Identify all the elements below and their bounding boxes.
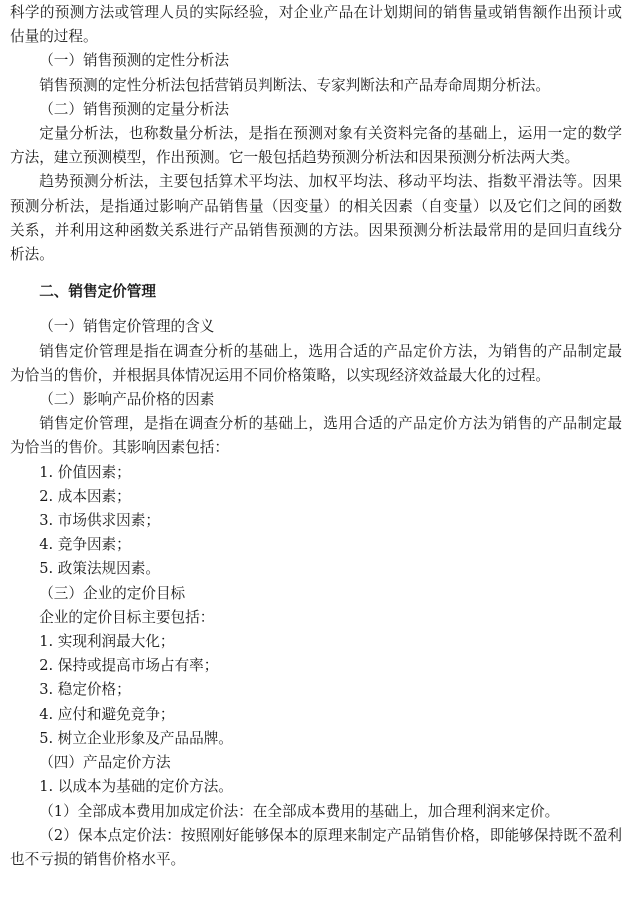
list-item-factor-5: 5. 政策法规因素。	[39, 560, 160, 578]
list-item-objective-1: 1. 实现利润最大化；	[39, 633, 175, 651]
list-item-factor-1: 1. 价值因素；	[39, 463, 131, 481]
paragraph-price-factors: 销售定价管理，是指在调查分析的基础上，选用合适的产品定价方法为销售的产品制定最为恰当的售价。其影响因素包括：	[10, 415, 622, 457]
subheading-quantitative-method: （二）销售预测的定量分析法	[39, 100, 229, 118]
subheading-qualitative-method: （一）销售预测的定性分析法	[39, 52, 229, 70]
subheading-pricing-objectives: （三）企业的定价目标	[39, 584, 186, 602]
subheading-price-factors: （二）影响产品价格的因素	[39, 391, 215, 409]
list-item-objective-5: 5. 树立企业形象及产品品牌。	[39, 729, 233, 747]
list-item-factor-2: 2. 成本因素；	[39, 487, 131, 505]
subheading-pricing-meaning: （一）销售定价管理的含义	[39, 318, 215, 336]
list-item-objective-2: 2. 保持或提高市场占有率；	[39, 657, 219, 675]
paragraph-full-cost-plus-pricing: （1）全部成本费用加成定价法：在全部成本费用的基础上，加合理利润来定价。	[39, 802, 560, 820]
paragraph-intro-continuation: 科学的预测方法或管理人员的实际经验，对企业产品在计划期间的销售量或销售额作出预计或估量的过程。	[10, 4, 622, 46]
paragraph-cost-based-pricing: 1. 以成本为基础的定价方法。	[39, 778, 233, 796]
paragraph-pricing-objectives: 企业的定价目标主要包括：	[39, 608, 215, 626]
section-heading-pricing-management: 二、销售定价管理	[39, 283, 156, 301]
list-item-objective-4: 4. 应付和避免竞争；	[39, 705, 175, 723]
paragraph-break-even-pricing: （2）保本点定价法：按照刚好能够保本的原理来制定产品销售价格，即能够保持既不盈利也不亏损的销售价格水平。	[10, 826, 622, 868]
subheading-pricing-methods: （四）产品定价方法	[39, 754, 171, 772]
paragraph-quantitative-method: 定量分析法，也称数量分析法，是指在预测对象有关资料完备的基础上，运用一定的数学方法，建立预测模型，作出预测。它一般包括趋势预测分析法和因果预测分析法两大类。	[10, 125, 622, 167]
paragraph-qualitative-method: 销售预测的定性分析法包括营销员判断法、专家判断法和产品寿命周期分析法。	[39, 76, 550, 94]
list-item-factor-3: 3. 市场供求因素；	[39, 512, 160, 530]
list-item-objective-3: 3. 稳定价格；	[39, 681, 131, 699]
list-item-factor-4: 4. 竞争因素；	[39, 536, 131, 554]
paragraph-trend-causal-analysis: 趋势预测分析法，主要包括算术平均法、加权平均法、移动平均法、指数平滑法等。因果预测分析法，是指通过影响产品销售量（因变量）的相关因素（自变量）以及它们之间的函数关系，并利用这种函数关系进行产品销售预测的方法。因果预测分析法最常用的是回归直线分析法。	[10, 173, 622, 264]
paragraph-pricing-meaning: 销售定价管理是指在调查分析的基础上，选用合适的产品定价方法，为销售的产品制定最为恰当的售价，并根据具体情况运用不同价格策略，以实现经济效益最大化的过程。	[10, 342, 622, 384]
